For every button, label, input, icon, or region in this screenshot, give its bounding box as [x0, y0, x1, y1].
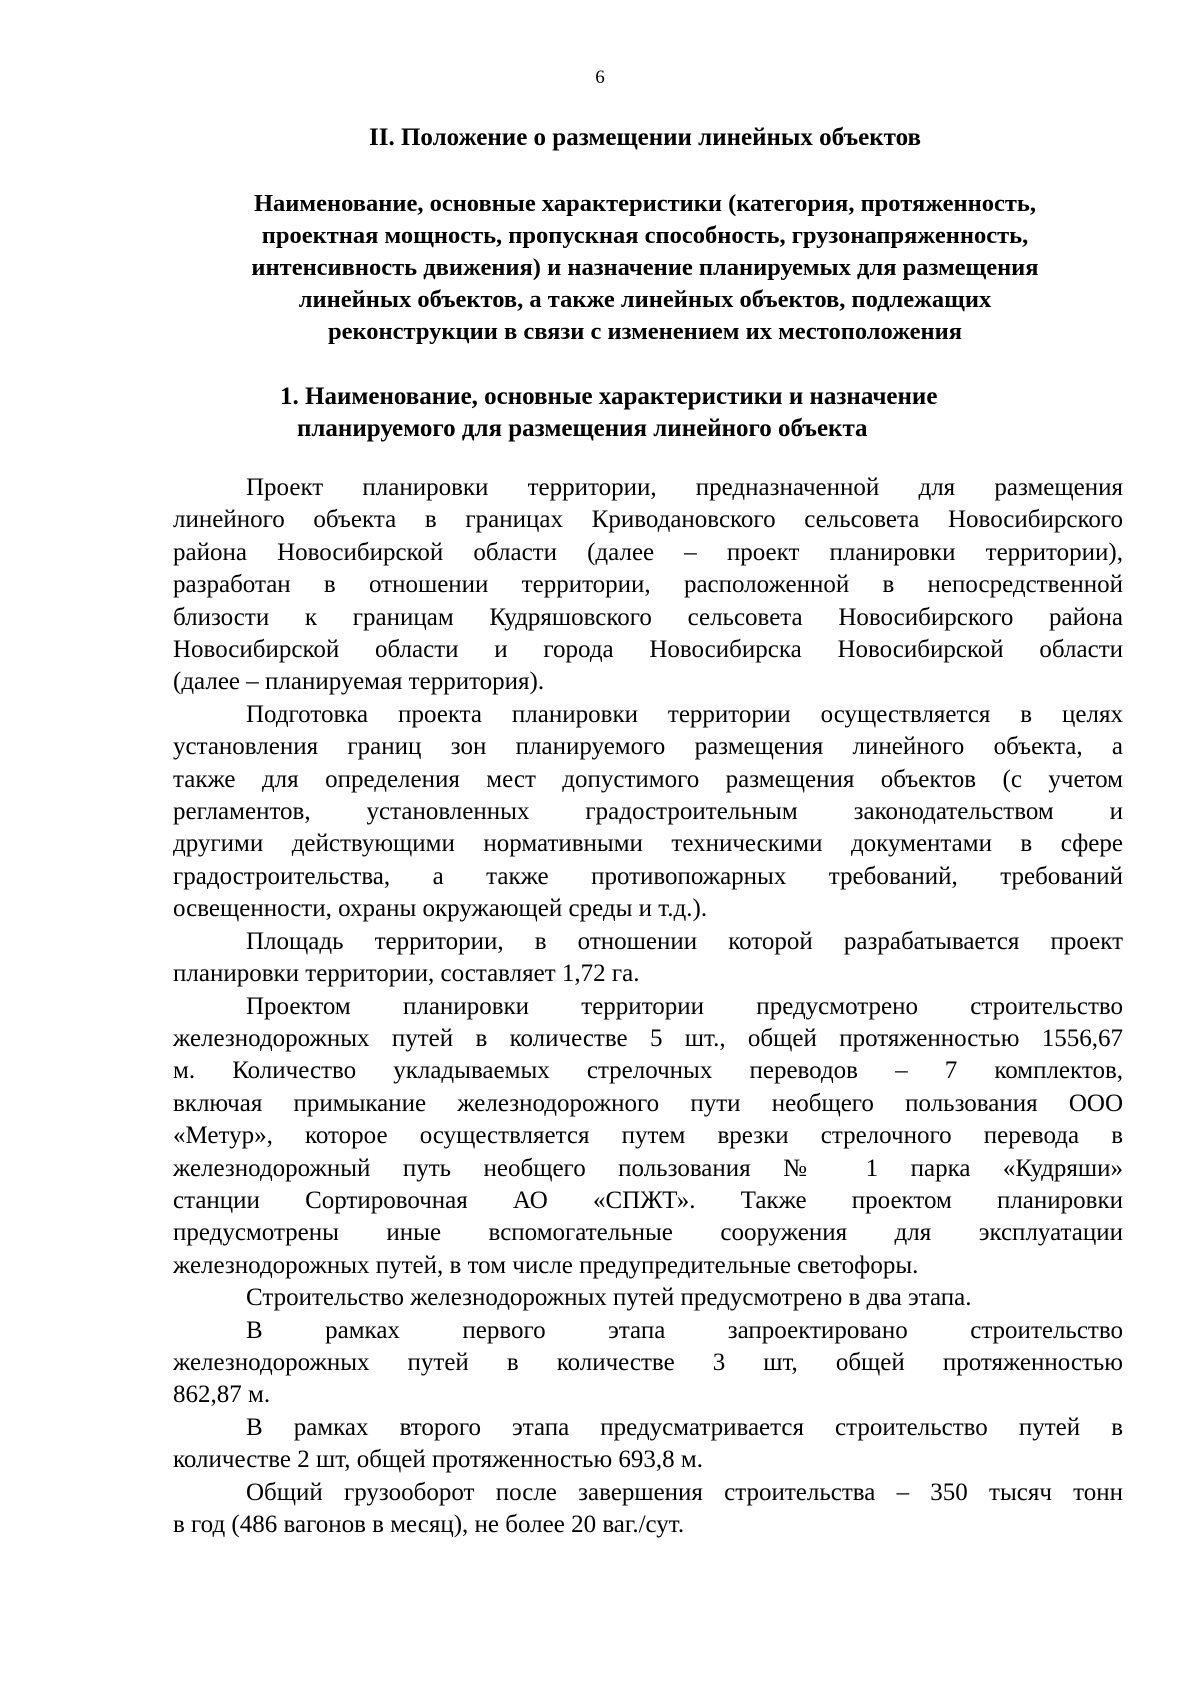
text-line: линейного объекта в границах Криводановского сельсовета Новосибирского — [173, 506, 1123, 534]
section-title: II. Положение о размещении линейных объектов — [369, 124, 921, 151]
text-line: 862,87 м. — [173, 1381, 271, 1409]
subtitle-line: интенсивность движения) и назначение планируемых для размещения — [251, 254, 1039, 281]
text-line: Общий грузооборот после завершения строительства – 350 тысяч тонн — [246, 1478, 1123, 1506]
paragraph — [173, 1477, 1123, 1542]
text-line: Строительство железнодорожных путей предусмотрено в два этапа. — [246, 1284, 972, 1312]
text-line: регламентов, установленных градостроительным законодательством и — [173, 798, 1123, 826]
text-line: предусмотрены иные вспомогательные сооружения для эксплуатации — [173, 1219, 1123, 1247]
item-title — [280, 381, 1020, 445]
text-line: также для определения мест допустимого размещения объектов (с учетом — [173, 765, 1123, 793]
paragraph — [173, 472, 1123, 699]
body-text — [173, 472, 1123, 1541]
paragraph — [173, 991, 1123, 1283]
text-line: железнодорожных путей в количестве 5 шт., общей протяженностью 1556,67 — [173, 1024, 1123, 1052]
subtitle-line: Наименование, основные характеристики (категория, протяженность, — [253, 190, 1036, 217]
subtitle-line: проектная мощность, пропускная способность, грузонапряженность, — [261, 222, 1029, 249]
text-line: Проект планировки территории, предназначенной для размещения — [246, 474, 1123, 501]
text-line: станции Сортировочная АО «СПЖТ». Также проектом планировки — [173, 1186, 1123, 1214]
text-line: в год (486 вагонов в месяц), не более 20 ваг./сут. — [173, 1511, 685, 1538]
text-line: освещенности, охраны окружающей среды и т.д.). — [173, 895, 708, 923]
item-title-line: 1. Наименование, основные характеристики и назначение — [280, 383, 938, 410]
text-line: количестве 2 шт, общей протяженностью 693,8 м. — [173, 1446, 703, 1474]
text-line: Новосибирской области и города Новосибирска Новосибирской области — [173, 636, 1123, 664]
paragraph — [173, 1315, 1123, 1412]
subtitle-line: реконструкции в связи с изменением их местоположения — [328, 318, 962, 345]
text-line: близости к границам Кудряшовского сельсовета Новосибирского района — [173, 603, 1123, 631]
text-line: района Новосибирской области (далее – проект планировки территории), — [173, 538, 1123, 566]
text-line: планировки территории, составляет 1,72 га. — [173, 960, 640, 988]
paragraph — [173, 926, 1123, 991]
text-line: градостроительства, а также противопожарных требований, требований — [173, 862, 1123, 890]
text-line: другими действующими нормативными техническими документами в сфере — [173, 830, 1123, 858]
text-line: железнодорожных путей, в том числе предупредительные светофоры. — [173, 1251, 919, 1279]
text-line: Проектом планировки территории предусмотрено строительство — [246, 992, 1123, 1020]
paragraph — [173, 699, 1123, 926]
text-line: «Метур», которое осуществляется путем врезки стрелочного перевода в — [173, 1122, 1123, 1150]
section-subtitle — [150, 188, 1140, 348]
text-line: Площадь территории, в отношении которой разрабатывается проект — [246, 927, 1123, 955]
text-line: В рамках второго этапа предусматривается строительство путей в — [246, 1413, 1123, 1441]
text-line: установления границ зон планируемого размещения линейного объекта, а — [173, 733, 1123, 761]
text-line: разработан в отношении территории, расположенной в непосредственной — [173, 571, 1123, 599]
text-line: (далее – планируемая территория). — [173, 668, 545, 696]
paragraph — [173, 1412, 1123, 1477]
subtitle-line: линейных объектов, а также линейных объектов, подлежащих — [298, 286, 992, 313]
text-line: железнодорожных путей в количестве 3 шт, общей протяженностью — [173, 1348, 1123, 1376]
text-line: м. Количество укладываемых стрелочных переводов – 7 комплектов, — [173, 1057, 1123, 1085]
text-line: Подготовка проекта планировки территории осуществляется в целях — [246, 700, 1123, 728]
text-line: включая примыкание железнодорожного пути необщего пользования ООО — [173, 1089, 1123, 1117]
paragraph — [173, 1282, 1123, 1314]
page-number: 6 — [595, 67, 605, 88]
text-line: В рамках первого этапа запроектировано строительство — [246, 1316, 1123, 1344]
text-line: железнодорожный путь необщего пользования № 1 парка «Кудряши» — [173, 1154, 1123, 1182]
item-title-line: планируемого для размещения линейного объекта — [297, 415, 868, 442]
